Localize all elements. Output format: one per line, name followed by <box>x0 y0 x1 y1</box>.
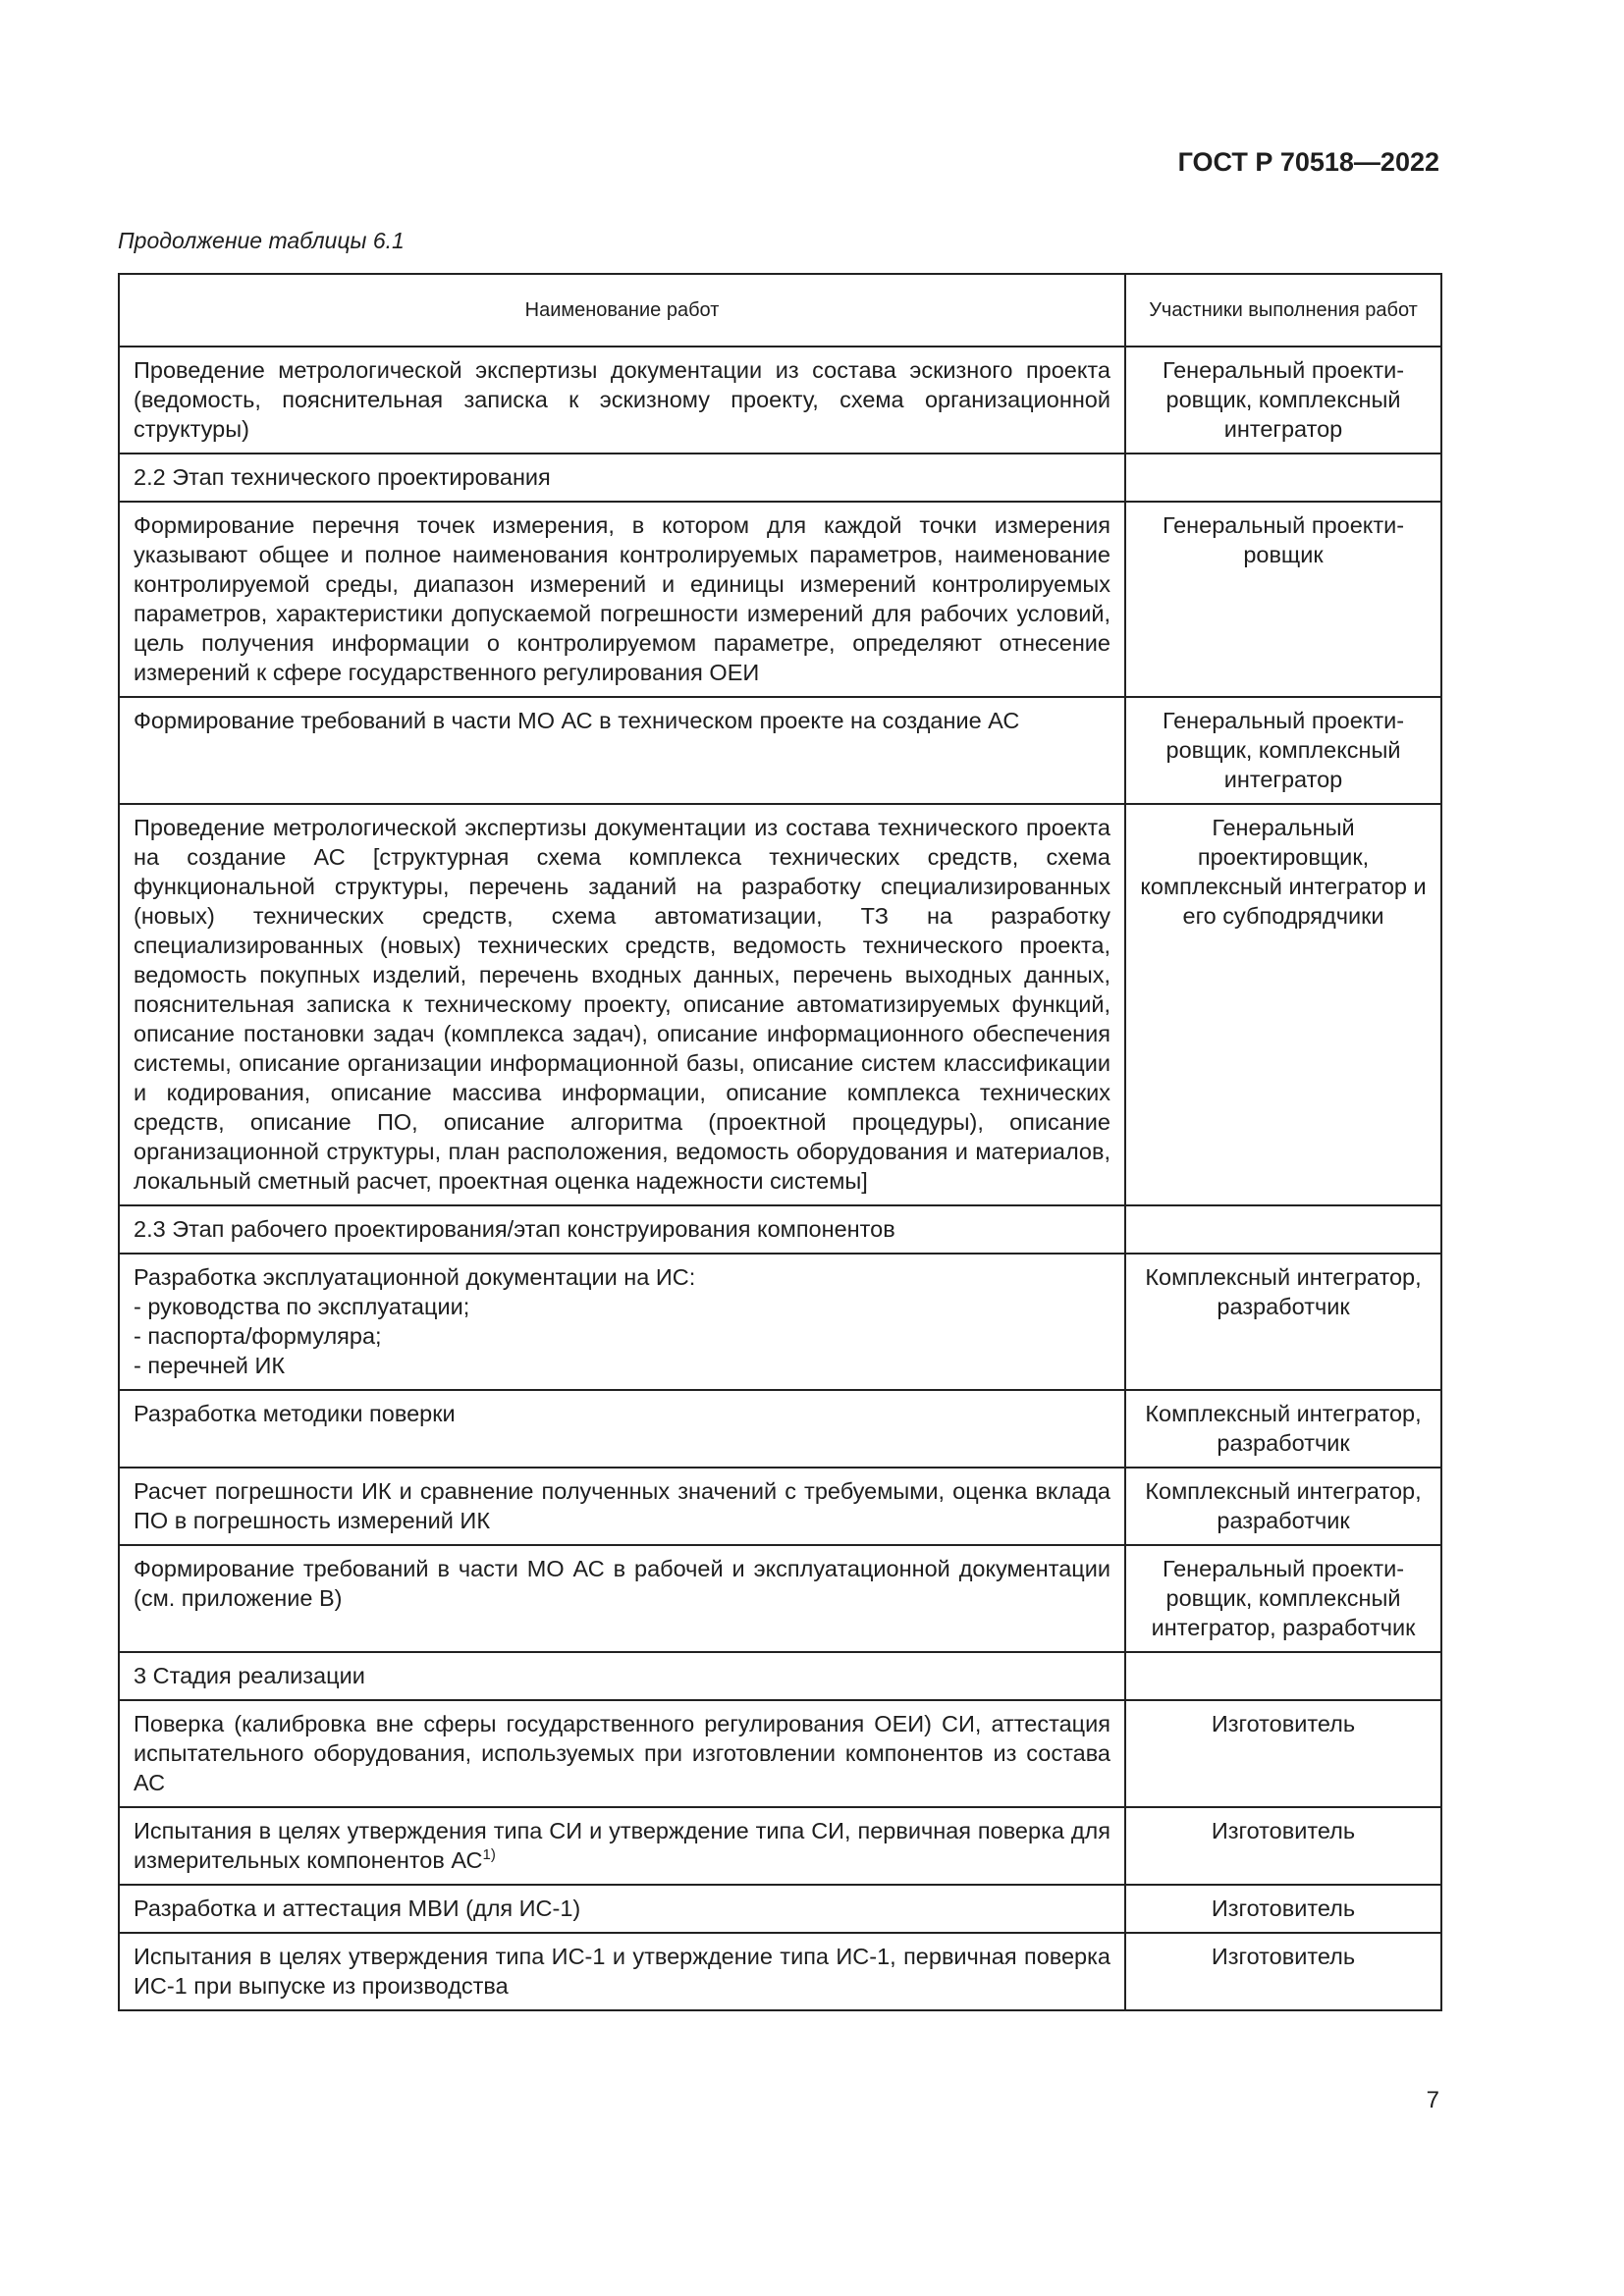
section-title-cell: 3 Стадия реализации <box>119 1652 1125 1700</box>
section-title-cell: 2.3 Этап рабочего проектирования/этап конструирования компонентов <box>119 1205 1125 1254</box>
work-cell: Формирование перечня точек измерения, в котором для каждой точки измерения указывают общее и полное наименования контролируемых параметров, наименование контролируемой среды, диапазон измерений и единицы измерений контролируемых параметров, характеристики допускаемой погрешности измерений для рабочих условий, цель получения информации о контролируемом параметре, определяют отнесение измерений к сфере государственного регулирования ОЕИ <box>119 502 1125 697</box>
participants-cell: Генеральный проекти-ровщик, комплексный интегратор <box>1125 697 1441 804</box>
header-work-name: Наименование работ <box>119 274 1125 347</box>
empty-cell <box>1125 454 1441 502</box>
participants-cell: Комплексный интегратор, разработчик <box>1125 1468 1441 1545</box>
footnote-mark: 1) <box>482 1846 496 1864</box>
table-row <box>119 1807 1441 1885</box>
table-row <box>119 804 1441 1205</box>
table-row <box>119 1254 1441 1390</box>
section-row <box>119 1652 1441 1700</box>
table-row <box>119 1390 1441 1468</box>
participants-cell: Изготовитель <box>1125 1885 1441 1933</box>
table-header-row <box>119 274 1441 347</box>
work-cell: Формирование требований в части МО АС в техническом проекте на создание АС <box>119 697 1125 804</box>
list-line: - перечней ИК <box>134 1353 286 1378</box>
participants-cell: Изготовитель <box>1125 1933 1441 2010</box>
participants-cell: Изготовитель <box>1125 1807 1441 1885</box>
page-number: 7 <box>1426 2087 1439 2113</box>
standard-designation: ГОСТ Р 70518—2022 <box>1177 147 1439 177</box>
works-table <box>118 273 1442 2011</box>
table-row <box>119 1885 1441 1933</box>
table-row <box>119 697 1441 804</box>
work-cell: Разработка и аттестация МВИ (для ИС-1) <box>119 1885 1125 1933</box>
table-row <box>119 1468 1441 1545</box>
work-cell <box>119 1807 1125 1885</box>
participants-cell: Изготовитель <box>1125 1700 1441 1807</box>
table-row <box>119 1700 1441 1807</box>
work-cell: Разработка методики поверки <box>119 1390 1125 1468</box>
table-row <box>119 347 1441 454</box>
section-row <box>119 1205 1441 1254</box>
work-cell: Формирование требований в части МО АС в рабочей и эксплуатационной документации (см. приложение В) <box>119 1545 1125 1652</box>
header-participants: Участники выполнения работ <box>1125 274 1441 347</box>
table-caption: Продолжение таблицы 6.1 <box>118 228 405 253</box>
list-line: Разработка эксплуатационной документации на ИС: <box>134 1264 696 1290</box>
participants-cell: Комплексный интегратор, разработчик <box>1125 1390 1441 1468</box>
work-cell: Поверка (калибровка вне сферы государственного регулирования ОЕИ) СИ, аттестация испытательного оборудования, используемых при изготовлении компонентов из состава АС <box>119 1700 1125 1807</box>
work-cell: Расчет погрешности ИК и сравнение полученных значений с требуемыми, оценка вклада ПО в погрешность измерений ИК <box>119 1468 1125 1545</box>
empty-cell <box>1125 1205 1441 1254</box>
table-row <box>119 1545 1441 1652</box>
list-line: - руководства по эксплуатации; <box>134 1294 470 1319</box>
participants-cell: Генеральный проекти-ровщик, комплексный интегратор <box>1125 347 1441 454</box>
section-row <box>119 454 1441 502</box>
work-text: Испытания в целях утверждения типа СИ и утверждение типа СИ, первичная поверка для измерительных компонентов АС <box>134 1818 1110 1873</box>
work-cell: Проведение метрологической экспертизы документации из состава технического проекта на создание АС [структурная схема комплекса технических средств, схема функциональной структуры, перечень заданий на разработку специализированных (новых) технических средств, схема автоматизации, ТЗ на разработку специализированных (новых) технических средств, ведомость технического проекта, ведомость покупных изделий, перечень входных данных, перечень выходных данных, пояснительная записка к техническому проекту, описание автоматизируемых функций, описание постановки задач (комплекса задач), описание информационного обеспечения системы, описание организации информационной базы, описание систем классификации и кодирования, описание массива информации, описание комплекса технических средств, описание ПО, описание алгоритма (проектной процедуры), описание организационной структуры, план расположения, ведомость оборудования и материалов, локальный сметный расчет, проектная оценка надежности системы] <box>119 804 1125 1205</box>
work-cell: Проведение метрологической экспертизы документации из состава эскизного проекта (ведомость, пояснительная записка к эскизному проекту, схема организационной структуры) <box>119 347 1125 454</box>
participants-cell: Генеральный проекти-ровщик <box>1125 502 1441 697</box>
table-row <box>119 502 1441 697</box>
table-row <box>119 1933 1441 2010</box>
work-cell: Испытания в целях утверждения типа ИС-1 и утверждение типа ИС-1, первичная поверка ИС-1 при выпуске из производства <box>119 1933 1125 2010</box>
empty-cell <box>1125 1652 1441 1700</box>
work-cell-list <box>119 1254 1125 1390</box>
section-title-cell: 2.2 Этап технического проектирования <box>119 454 1125 502</box>
participants-cell: Комплексный интегратор, разработчик <box>1125 1254 1441 1390</box>
list-line: - паспорта/формуляра; <box>134 1323 382 1349</box>
participants-cell: Генеральный проектировщик, комплексный интегратор и его субподрядчики <box>1125 804 1441 1205</box>
participants-cell: Генеральный проекти-ровщик, комплексный интегратор, разработчик <box>1125 1545 1441 1652</box>
